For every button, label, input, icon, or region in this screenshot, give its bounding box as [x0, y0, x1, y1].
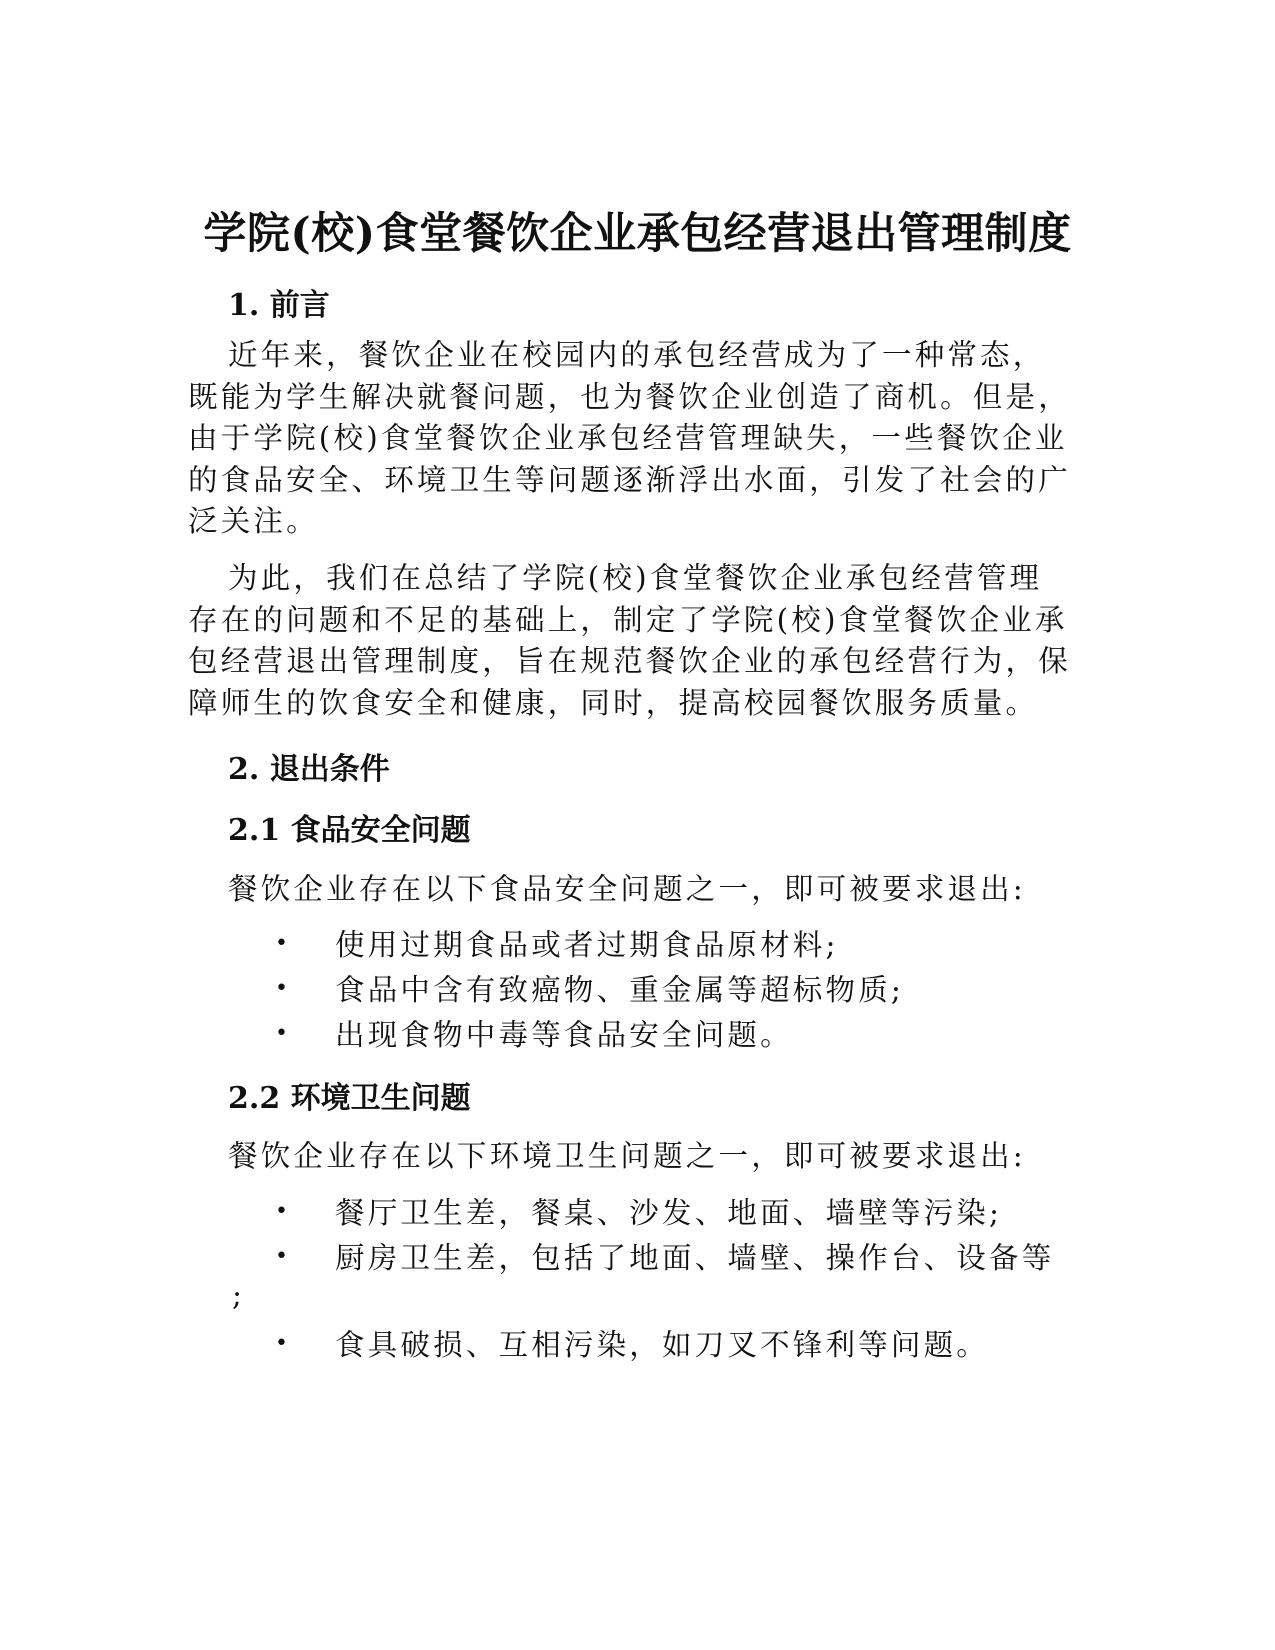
list-item [275, 1012, 793, 1054]
list-item [275, 1190, 1002, 1232]
bullet-icon: • [275, 930, 288, 956]
list-item-text: 食品中含有致癌物、重金属等超标物质; [335, 973, 905, 1007]
section-1-heading: 1. 前言 [228, 288, 330, 323]
list-item [275, 1235, 1054, 1277]
bullet-icon: • [275, 1330, 288, 1356]
document-title: 学院(校)食堂餐饮企业承包经营退出管理制度 [203, 209, 1072, 259]
paragraph-line: 由于学院(校)食堂餐饮企业承包经营管理缺失，一些餐饮企业 [188, 421, 1068, 455]
paragraph-line: 存在的问题和不足的基础上，制定了学院(校)食堂餐饮企业承 [188, 602, 1068, 637]
section-2-2-heading: 2.2 环境卫生问题 [228, 1081, 471, 1116]
section-1-paragraph-1 [188, 335, 1088, 543]
section-2-1-heading: 2.1 食品安全问题 [228, 813, 471, 848]
list-item-text: 厨房卫生差，包括了地面、墙壁、操作台、设备等 [335, 1241, 1055, 1275]
section-2-2-intro: 餐饮企业存在以下环境卫生问题之一，即可被要求退出: [228, 1139, 1026, 1173]
list-item-text: 使用过期食品或者过期食品原材料; [335, 928, 839, 962]
bullet-icon: • [275, 1243, 288, 1269]
bullet-icon: • [275, 1198, 288, 1224]
list-item [275, 1322, 989, 1364]
list-item-text: 出现食物中毒等食品安全问题。 [335, 1018, 793, 1052]
paragraph-line: 包经营退出管理制度，旨在规范餐饮企业的承包经营行为，保 [188, 644, 1071, 678]
section-2-heading: 2. 退出条件 [228, 752, 390, 787]
paragraph-line: 近年来，餐饮企业在校园内的承包经营成为了一种常态， [228, 338, 1046, 372]
list-item [275, 967, 904, 1009]
list-item [275, 922, 839, 964]
list-item-wrap-tail: ; [232, 1278, 242, 1312]
paragraph-line: 的食品安全、环境卫生等问题逐渐浮出水面，引发了社会的广 [188, 462, 1071, 497]
paragraph-line: 为此，我们在总结了学院(校)食堂餐饮企业承包经营管理 [228, 561, 1043, 595]
section-2-1-intro: 餐饮企业存在以下食品安全问题之一，即可被要求退出: [228, 872, 1026, 906]
paragraph-line: 既能为学生解决就餐问题，也为餐饮企业创造了商机。但是， [188, 379, 1071, 414]
bullet-icon: • [275, 975, 288, 1001]
list-item-text: 食具破损、互相污染，如刀叉不锋利等问题。 [335, 1328, 990, 1362]
paragraph-line: 障师生的饮食安全和健康，同时，提高校园餐饮服务质量。 [188, 685, 1039, 720]
bullet-icon: • [275, 1020, 288, 1046]
list-item-text: 餐厅卫生差，餐桌、沙发、地面、墙壁等污染; [335, 1196, 1003, 1230]
paragraph-line: 泛关注。 [188, 504, 319, 538]
section-1-paragraph-2 [188, 558, 1088, 724]
